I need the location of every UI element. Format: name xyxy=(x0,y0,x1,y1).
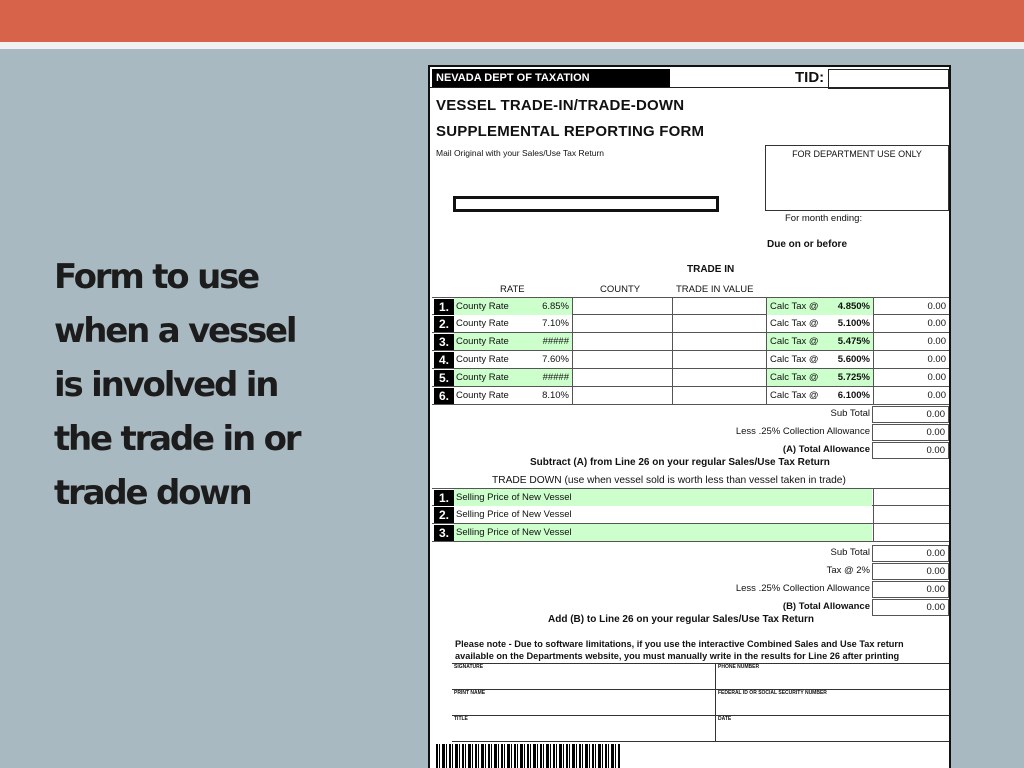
trade-in-heading: TRADE IN xyxy=(687,264,735,275)
row-number: 3. xyxy=(434,334,454,350)
software-note-line1: Please note - Due to software limitations, if you use the interactive Combined Sales and Use Tax return xyxy=(455,639,904,649)
phone-label: PHONE NUMBER xyxy=(718,664,760,670)
row-number: 4. xyxy=(434,352,454,368)
selling-price-cell: Selling Price of New Vessel xyxy=(454,489,872,506)
county-rate-cell xyxy=(454,298,572,315)
signature-label: SIGNATURE xyxy=(454,664,484,670)
slide-body-text xyxy=(54,250,384,520)
row-number: 2. xyxy=(434,507,454,523)
tid-field xyxy=(828,69,949,89)
federal-id-field xyxy=(716,690,949,716)
tax-b-label: Tax @ 2% xyxy=(826,565,870,576)
date-label: DATE xyxy=(718,716,732,722)
county-rate-value: ##### xyxy=(542,336,569,347)
county-rate-cell xyxy=(454,351,572,368)
calc-tax-label: Calc Tax @ xyxy=(770,372,819,383)
row-number: 1. xyxy=(434,490,454,506)
taxpayer-name-field xyxy=(453,196,719,212)
calc-tax-label: Calc Tax @ xyxy=(770,390,819,401)
tax-amount: 0.00 xyxy=(873,298,949,315)
county-cell xyxy=(572,351,672,368)
row-number: 2. xyxy=(434,316,454,332)
signature-field xyxy=(452,664,716,690)
trade-value-cell xyxy=(672,298,766,315)
calc-tax-label: Calc Tax @ xyxy=(770,354,819,365)
county-column-header: COUNTY xyxy=(600,284,641,295)
tax-amount: 0.00 xyxy=(873,333,949,350)
county-rate-label: County Rate xyxy=(456,390,509,401)
print-name-label: PRINT NAME xyxy=(454,690,486,696)
county-rate-value: 7.10% xyxy=(542,318,569,329)
trade-down-heading: TRADE DOWN (use when vessel sold is worth less than vessel taken in trade) xyxy=(492,475,846,486)
calc-tax-cell xyxy=(766,387,873,404)
calc-tax-cell xyxy=(766,315,873,332)
county-rate-cell xyxy=(454,315,572,332)
mail-note: Mail Original with your Sales/Use Tax Return xyxy=(436,148,605,158)
signature-grid xyxy=(452,663,949,741)
selling-price-amount xyxy=(873,524,949,541)
allowance-b-label: Less .25% Collection Allowance xyxy=(735,583,870,594)
county-rate-value: 7.60% xyxy=(542,354,569,365)
trade-down-row xyxy=(432,488,949,506)
trade-in-row xyxy=(432,369,949,387)
county-rate-value: ##### xyxy=(542,372,569,383)
county-rate-cell xyxy=(454,333,572,350)
date-field xyxy=(716,716,949,742)
trade-value-cell xyxy=(672,369,766,386)
due-date-label: Due on or before xyxy=(767,239,848,250)
tax-b-value: 0.00 xyxy=(872,563,949,580)
calc-tax-rate: 4.850% xyxy=(837,301,870,312)
tid-label: TID: xyxy=(795,69,825,86)
total-b-value: 0.00 xyxy=(872,599,949,616)
calc-tax-cell xyxy=(766,369,873,386)
subtotal-a-label: Sub Total xyxy=(830,408,870,419)
county-cell xyxy=(572,298,672,315)
slide-line: the trade in or xyxy=(54,419,300,459)
subtotal-b-value: 0.00 xyxy=(872,545,949,562)
trade-value-cell xyxy=(672,351,766,368)
selling-price-cell: Selling Price of New Vessel xyxy=(456,509,572,520)
top-accent-stripe xyxy=(0,42,1024,49)
calc-tax-rate: 5.475% xyxy=(837,336,870,347)
barcode xyxy=(436,744,621,768)
trade-value-cell xyxy=(672,387,766,404)
row-number: 1. xyxy=(434,299,454,315)
trade-value-cell xyxy=(672,315,766,332)
trade-value-column-header: TRADE IN VALUE xyxy=(676,284,754,295)
phone-field xyxy=(716,664,949,690)
calc-tax-rate: 5.600% xyxy=(837,354,870,365)
subtract-instruction: Subtract (A) from Line 26 on your regular Sales/Use Tax Return xyxy=(530,457,830,468)
county-rate-label: County Rate xyxy=(456,318,509,329)
trade-in-row xyxy=(432,387,949,405)
total-a-label: (A) Total Allowance xyxy=(782,444,870,455)
trade-down-row xyxy=(432,524,949,542)
county-rate-label: County Rate xyxy=(456,354,509,365)
slide-line: is involved in xyxy=(54,365,278,405)
row-number: 3. xyxy=(434,525,454,541)
calc-tax-rate: 5.100% xyxy=(837,318,870,329)
tax-amount: 0.00 xyxy=(873,351,949,368)
calc-tax-cell xyxy=(766,333,873,350)
software-note xyxy=(455,638,951,662)
trade-in-row xyxy=(432,333,949,351)
federal-id-label: FEDERAL ID OR SOCIAL SECURITY NUMBER xyxy=(718,690,827,696)
county-rate-value: 8.10% xyxy=(542,390,569,401)
selling-price-amount xyxy=(873,489,949,506)
county-rate-cell xyxy=(454,369,572,386)
total-b-label: (B) Total Allowance xyxy=(782,601,870,612)
allowance-a-value: 0.00 xyxy=(872,424,949,441)
vessel-trade-form-image xyxy=(428,65,951,768)
calc-tax-label: Calc Tax @ xyxy=(770,336,819,347)
software-note-line2: available on the Departments website, you must manually write in the results for Line 26 after printing xyxy=(455,651,900,661)
calc-tax-label: Calc Tax @ xyxy=(770,301,819,312)
tax-amount: 0.00 xyxy=(873,387,949,404)
trade-down-row xyxy=(432,506,949,524)
calc-tax-cell xyxy=(766,298,873,315)
slide-line: Form to use xyxy=(54,257,258,297)
tax-amount: 0.00 xyxy=(873,369,949,386)
county-cell xyxy=(572,369,672,386)
agency-banner: NEVADA DEPT OF TAXATION xyxy=(432,69,670,87)
county-rate-value: 6.85% xyxy=(542,301,569,312)
calc-tax-label: Calc Tax @ xyxy=(770,318,819,329)
county-cell xyxy=(572,387,672,404)
title-label: TITLE xyxy=(454,716,468,722)
county-rate-label: County Rate xyxy=(456,336,509,347)
slide-line: trade down xyxy=(54,473,251,513)
selling-price-amount xyxy=(873,506,949,523)
county-cell xyxy=(572,315,672,332)
allowance-a-label: Less .25% Collection Allowance xyxy=(735,426,870,437)
county-cell xyxy=(572,333,672,350)
trade-value-cell xyxy=(672,333,766,350)
form-title-line1: VESSEL TRADE-IN/TRADE-DOWN xyxy=(436,97,685,114)
rate-column-header: RATE xyxy=(500,284,525,295)
top-accent-bar xyxy=(0,0,1024,42)
department-use-label: FOR DEPARTMENT USE ONLY xyxy=(792,149,922,159)
county-rate-cell xyxy=(454,387,572,404)
slide-line: when a vessel xyxy=(54,311,296,351)
form-title-line2: SUPPLEMENTAL REPORTING FORM xyxy=(436,123,705,140)
county-rate-label: County Rate xyxy=(456,301,509,312)
month-ending-label: For month ending: xyxy=(785,213,863,224)
selling-price-cell: Selling Price of New Vessel xyxy=(454,524,872,541)
title-field xyxy=(452,716,716,742)
calc-tax-cell xyxy=(766,351,873,368)
total-a-value: 0.00 xyxy=(872,442,949,459)
calc-tax-rate: 5.725% xyxy=(837,372,870,383)
trade-in-row xyxy=(432,315,949,333)
trade-in-row xyxy=(432,297,949,315)
calc-tax-rate: 6.100% xyxy=(837,390,870,401)
department-use-box xyxy=(765,145,949,211)
tax-amount: 0.00 xyxy=(873,315,949,332)
print-name-field xyxy=(452,690,716,716)
subtotal-a-value: 0.00 xyxy=(872,406,949,423)
add-instruction: Add (B) to Line 26 on your regular Sales/Use Tax Return xyxy=(548,614,814,625)
row-number: 6. xyxy=(434,388,454,404)
trade-in-row xyxy=(432,351,949,369)
subtotal-b-label: Sub Total xyxy=(830,547,870,558)
county-rate-label: County Rate xyxy=(456,372,509,383)
row-number: 5. xyxy=(434,370,454,386)
allowance-b-value: 0.00 xyxy=(872,581,949,598)
divider xyxy=(430,87,951,88)
